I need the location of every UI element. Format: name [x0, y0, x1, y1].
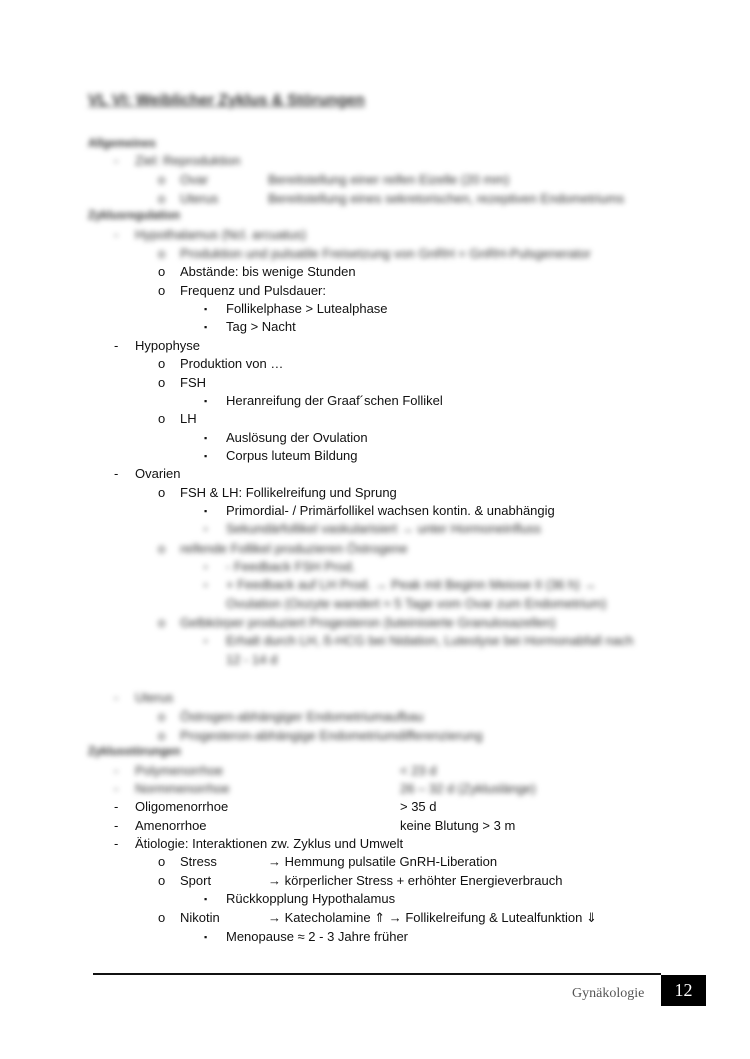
square-bullet: ▪: [204, 524, 208, 534]
square-bullet: ▪: [204, 451, 208, 461]
list-item-value: → körperlicher Stress + erhöhter Energieverbrauch: [268, 873, 563, 888]
circle-bullet: o: [158, 728, 166, 743]
dash-bullet: -: [114, 763, 119, 778]
list-item: + Feedback auf LH Prod. → Peak mit Beginn Meiose II (36 h) →: [226, 577, 597, 592]
circle-bullet: o: [158, 709, 166, 724]
square-bullet: ▪: [204, 433, 208, 443]
list-item: Produktion und pulsatile Freisetzung von GnRH = GnRH-Pulsgenerator: [180, 246, 591, 261]
list-item: Hypophyse: [135, 338, 201, 353]
square-bullet: ▪: [204, 562, 208, 572]
list-item: LH: [180, 411, 197, 426]
list-item-value: 26 – 32 d (Zykluslänge): [400, 781, 536, 796]
circle-bullet: o: [158, 873, 166, 888]
list-item-value: < 23 d: [400, 763, 437, 778]
dash-bullet: -: [114, 338, 119, 353]
section-heading-zyklusstoerungen: Zyklusstörungen: [88, 746, 181, 758]
list-item-value: keine Blutung > 3 m: [400, 818, 516, 833]
list-item: Uterus: [180, 191, 219, 206]
list-item-value: > 35 d: [400, 799, 437, 814]
list-item: Amenorrhoe: [135, 818, 207, 833]
list-item: Progesteron-abhängige Endometriumdifferenzierung: [180, 728, 483, 743]
circle-bullet: o: [158, 485, 166, 500]
list-item: Ovar: [180, 172, 209, 187]
list-item: Östrogen-abhängiger Endometriumaufbau: [180, 709, 424, 724]
list-item: Oligomenorrhoe: [135, 799, 229, 814]
list-item: Menopause ≈ 2 - 3 Jahre früher: [226, 929, 409, 944]
circle-bullet: o: [158, 283, 166, 298]
list-item: Gelbkörper produziert Progesteron (luteinisierte Granulosazellen): [180, 615, 556, 630]
section-heading-allgemeines: Allgemeines: [88, 138, 156, 150]
dash-bullet: -: [114, 799, 119, 814]
list-item: Bereitstellung eines sekretorischen, rezeptiven Endometriums: [268, 191, 625, 206]
list-item: Ovarien: [135, 466, 181, 481]
list-item: Stress: [180, 854, 217, 869]
dash-bullet: -: [114, 690, 119, 705]
circle-bullet: o: [158, 172, 166, 187]
list-item: Bereitstellung einer reifen Eizelle (20 mm): [268, 172, 510, 187]
circle-bullet: o: [158, 375, 166, 390]
dash-bullet: -: [114, 227, 119, 242]
list-item: Ziel: Reproduktion: [135, 153, 241, 168]
footer-rule: [93, 973, 661, 975]
list-item: Heranreifung der Graaf´schen Follikel: [226, 393, 443, 408]
circle-bullet: o: [158, 615, 166, 630]
square-bullet: ▪: [204, 894, 208, 904]
list-item-value: → Katecholamine ⇑ → Follikelreifung & Lutealfunktion ⇓: [268, 910, 597, 925]
square-bullet: ▪: [204, 322, 208, 332]
dash-bullet: -: [114, 466, 119, 481]
square-bullet: ▪: [204, 396, 208, 406]
circle-bullet: o: [158, 356, 166, 371]
list-item: FSH & LH: Follikelreifung und Sprung: [180, 485, 397, 500]
list-item: Auslösung der Ovulation: [226, 430, 368, 445]
list-item: Ätiologie: Interaktionen zw. Zyklus und Umwelt: [135, 836, 404, 851]
list-item: Nikotin: [180, 910, 220, 925]
list-item: Produktion von …: [180, 356, 284, 371]
dash-bullet: -: [114, 781, 119, 796]
circle-bullet: o: [158, 541, 166, 556]
square-bullet: ▪: [204, 932, 208, 942]
square-bullet: ▪: [204, 304, 208, 314]
list-item: Sekundärfollikel vaskularisiert → unter Hormoneinfluss: [226, 521, 542, 536]
list-item: Frequenz und Pulsdauer:: [180, 283, 326, 298]
list-item: - Feedback FSH Prod.: [226, 559, 356, 574]
dash-bullet: -: [114, 818, 119, 833]
list-item: Rückkopplung Hypothalamus: [226, 891, 396, 906]
square-bullet: ▪: [204, 636, 208, 646]
circle-bullet: o: [158, 910, 166, 925]
section-heading-zyklusregulation: Zyklusregulation: [88, 210, 181, 222]
page-title: VL VI: Weiblicher Zyklus & Störungen: [88, 92, 365, 109]
square-bullet: ▪: [204, 580, 208, 590]
list-item: Corpus luteum Bildung: [226, 448, 358, 463]
list-item: Polymenorrhoe: [135, 763, 224, 778]
list-item: Tag > Nacht: [226, 319, 296, 334]
circle-bullet: o: [158, 191, 166, 206]
list-item: Hypothalamus (Ncl. arcuatus): [135, 227, 307, 242]
list-item-value: → Hemmung pulsatile GnRH-Liberation: [268, 854, 498, 869]
list-item: Normmenorrhoe: [135, 781, 230, 796]
list-item: Abstände: bis wenige Stunden: [180, 264, 356, 279]
page-number: 12: [661, 975, 706, 1006]
list-item: Uterus: [135, 690, 174, 705]
list-item: FSH: [180, 375, 206, 390]
list-item: Ovulation (Oozyte wandert ≈ 5 Tage vom Ovar zum Endometrium): [226, 596, 607, 611]
dash-bullet: -: [114, 836, 119, 851]
list-item: reifende Follikel produzieren Östrogene: [180, 541, 408, 556]
list-item: 12 - 14 d: [226, 652, 278, 667]
dash-bullet: -: [114, 153, 119, 168]
circle-bullet: o: [158, 246, 166, 261]
list-item: Follikelphase > Lutealphase: [226, 301, 388, 316]
list-item: Primordial- / Primärfollikel wachsen kontin. & unabhängig: [226, 503, 555, 518]
circle-bullet: o: [158, 854, 166, 869]
footer-subject: Gynäkologie: [572, 986, 645, 1001]
list-item: Sport: [180, 873, 212, 888]
square-bullet: ▪: [204, 506, 208, 516]
circle-bullet: o: [158, 411, 166, 426]
circle-bullet: o: [158, 264, 166, 279]
list-item: Erhalt durch LH, ß-HCG bei Nidation, Luteolyse bei Hormonabfall nach: [226, 633, 634, 648]
